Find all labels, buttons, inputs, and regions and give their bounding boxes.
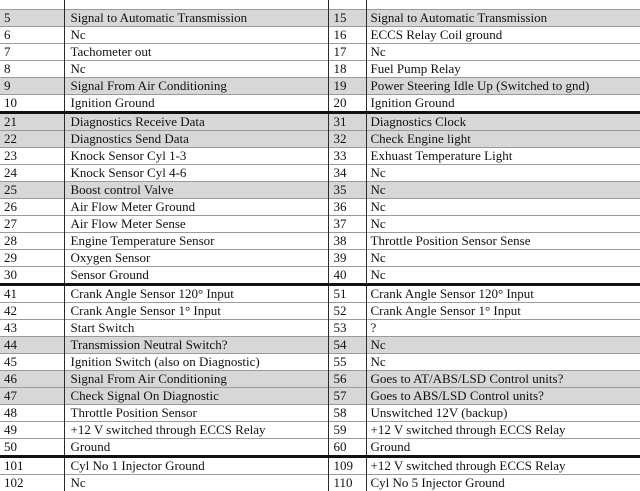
pin-number-left: 23 xyxy=(0,148,64,165)
table-row xyxy=(0,337,640,354)
pin-description-left: Air Flow Meter Sense xyxy=(64,216,328,233)
table-row xyxy=(0,27,640,44)
pin-number-right: 20 xyxy=(328,95,366,113)
table-row xyxy=(0,457,640,475)
pin-description-right: Nc xyxy=(366,199,640,216)
pin-number-right: 52 xyxy=(328,303,366,320)
pin-number-right: 110 xyxy=(328,475,366,491)
pin-description-right: Crank Angle Sensor 1° Input xyxy=(366,303,640,320)
pin-description-right: Nc xyxy=(366,354,640,371)
pin-description-left: Ground xyxy=(64,439,328,457)
pin-description-left: Ignition Ground xyxy=(64,95,328,113)
pin-description-left: Air Flow Meter Ground xyxy=(64,199,328,216)
pin-number-left: 48 xyxy=(0,405,64,422)
pin-number-right: 58 xyxy=(328,405,366,422)
pin-description-left: Tachometer out xyxy=(64,44,328,61)
pin-description-left: Signal to Automatic Transmission xyxy=(64,10,328,27)
pin-description-right: Diagnostics Clock xyxy=(366,113,640,131)
pin-description-left: Nc xyxy=(64,61,328,78)
pin-description-right: Ground xyxy=(366,439,640,457)
pin-description-right: ECCS Relay Coil ground xyxy=(366,27,640,44)
pin-description-left: Knock Sensor Cyl 1-3 xyxy=(64,148,328,165)
pin-description-right: Unswitched 12V (backup) xyxy=(366,405,640,422)
pin-description-right: Power Steering Idle Up (Switched to gnd) xyxy=(366,78,640,95)
pin-description-right: ? xyxy=(366,320,640,337)
pin-description-left: Engine Temperature Sensor xyxy=(64,233,328,250)
pin-description-right: Nc xyxy=(366,165,640,182)
pin-number-left: 28 xyxy=(0,233,64,250)
pin-number-left: 47 xyxy=(0,388,64,405)
pin-number-right: 59 xyxy=(328,422,366,439)
table-row xyxy=(0,439,640,457)
pin-description-right: Crank Angle Sensor 120° Input xyxy=(366,285,640,303)
pin-number-right: 32 xyxy=(328,131,366,148)
pin-description-right: Nc xyxy=(366,250,640,267)
pin-number-left: 41 xyxy=(0,285,64,303)
table-row xyxy=(0,320,640,337)
table-row xyxy=(0,131,640,148)
pin-number-right: 34 xyxy=(328,165,366,182)
pin-number-right: 18 xyxy=(328,61,366,78)
table-row xyxy=(0,216,640,233)
pin-description-right: Nc xyxy=(366,337,640,354)
table-row xyxy=(0,388,640,405)
table-row xyxy=(0,182,640,199)
pin-number-right: 53 xyxy=(328,320,366,337)
pin-number-left: 26 xyxy=(0,199,64,216)
pin-number-right xyxy=(328,0,366,10)
table-row xyxy=(0,95,640,113)
table-row xyxy=(0,78,640,95)
pin-description-right: +12 V switched through ECCS Relay xyxy=(366,457,640,475)
pin-description-right: Goes to AT/ABS/LSD Control units? xyxy=(366,371,640,388)
pin-number-right: 15 xyxy=(328,10,366,27)
pin-number-left: 5 xyxy=(0,10,64,27)
table-row xyxy=(0,0,640,10)
pin-number-right: 37 xyxy=(328,216,366,233)
pin-number-left: 7 xyxy=(0,44,64,61)
pin-number-left: 6 xyxy=(0,27,64,44)
table-row xyxy=(0,10,640,27)
pin-number-right: 35 xyxy=(328,182,366,199)
pin-description-left: Nc xyxy=(64,475,328,491)
table-row xyxy=(0,233,640,250)
table-row xyxy=(0,199,640,216)
pin-description-left: Oxygen Sensor xyxy=(64,250,328,267)
pin-number-right: 60 xyxy=(328,439,366,457)
table-row xyxy=(0,405,640,422)
pin-description-right: Nc xyxy=(366,267,640,285)
pin-description-left: Crank Angle Sensor 1° Input xyxy=(64,303,328,320)
table-row xyxy=(0,285,640,303)
pin-description-left: Crank Angle Sensor 120° Input xyxy=(64,285,328,303)
table-row xyxy=(0,250,640,267)
pin-number-left: 42 xyxy=(0,303,64,320)
pin-description-left: Sensor Ground xyxy=(64,267,328,285)
pin-description-right: Goes to ABS/LSD Control units? xyxy=(366,388,640,405)
pin-number-left: 30 xyxy=(0,267,64,285)
pin-number-right: 31 xyxy=(328,113,366,131)
pin-description-right: Nc xyxy=(366,182,640,199)
pin-description-left: Knock Sensor Cyl 4-6 xyxy=(64,165,328,182)
pin-description-right: Exhuast Temperature Light xyxy=(366,148,640,165)
pin-number-left: 8 xyxy=(0,61,64,78)
pin-description-left: Transmission Neutral Switch? xyxy=(64,337,328,354)
pin-number-left: 10 xyxy=(0,95,64,113)
pin-description-right: Check Engine light xyxy=(366,131,640,148)
pin-description-right: Nc xyxy=(366,216,640,233)
pin-number-right: 40 xyxy=(328,267,366,285)
pin-description-left: Nc xyxy=(64,27,328,44)
pin-description-right: Ignition Ground xyxy=(366,95,640,113)
table-row xyxy=(0,113,640,131)
pin-number-left: 24 xyxy=(0,165,64,182)
pin-number-left: 29 xyxy=(0,250,64,267)
pin-number-right: 57 xyxy=(328,388,366,405)
table-row xyxy=(0,61,640,78)
pin-description-right: Nc xyxy=(366,44,640,61)
table-row xyxy=(0,148,640,165)
table-row xyxy=(0,422,640,439)
pin-number-left: 25 xyxy=(0,182,64,199)
table-row xyxy=(0,44,640,61)
pin-number-left: 102 xyxy=(0,475,64,491)
pin-number-left: 21 xyxy=(0,113,64,131)
pin-number-right: 33 xyxy=(328,148,366,165)
pin-number-right: 39 xyxy=(328,250,366,267)
pin-description-left: Start Switch xyxy=(64,320,328,337)
table-row xyxy=(0,371,640,388)
pin-description-left: Signal From Air Conditioning xyxy=(64,78,328,95)
pin-description-left: Diagnostics Receive Data xyxy=(64,113,328,131)
pin-number-left: 27 xyxy=(0,216,64,233)
pin-description-left: Throttle Position Sensor xyxy=(64,405,328,422)
pin-description-left: Boost control Valve xyxy=(64,182,328,199)
pin-description-right: Throttle Position Sensor Sense xyxy=(366,233,640,250)
pin-description-left: Ignition Switch (also on Diagnostic) xyxy=(64,354,328,371)
pin-number-left: 43 xyxy=(0,320,64,337)
pin-description-left xyxy=(64,0,328,10)
pin-number-right: 109 xyxy=(328,457,366,475)
table-row xyxy=(0,267,640,285)
table-row xyxy=(0,303,640,320)
pin-number-left: 101 xyxy=(0,457,64,475)
pin-description-left: Signal From Air Conditioning xyxy=(64,371,328,388)
pin-number-left: 9 xyxy=(0,78,64,95)
pin-number-left: 46 xyxy=(0,371,64,388)
pin-description-right: Cyl No 5 Injector Ground xyxy=(366,475,640,491)
pin-description-left: Diagnostics Send Data xyxy=(64,131,328,148)
pin-description-left: +12 V switched through ECCS Relay xyxy=(64,422,328,439)
pin-number-left: 45 xyxy=(0,354,64,371)
pin-number-right: 56 xyxy=(328,371,366,388)
pin-number-left: 44 xyxy=(0,337,64,354)
pin-number-left: 50 xyxy=(0,439,64,457)
table-row xyxy=(0,475,640,491)
pin-number-right: 54 xyxy=(328,337,366,354)
table-row xyxy=(0,165,640,182)
pin-number-right: 36 xyxy=(328,199,366,216)
pin-number-right: 51 xyxy=(328,285,366,303)
table-row xyxy=(0,354,640,371)
pin-description-left: Cyl No 1 Injector Ground xyxy=(64,457,328,475)
pin-number-right: 55 xyxy=(328,354,366,371)
pin-number-left: 22 xyxy=(0,131,64,148)
pin-number-right: 16 xyxy=(328,27,366,44)
pin-description-right: Fuel Pump Relay xyxy=(366,61,640,78)
pin-description-left: Check Signal On Diagnostic xyxy=(64,388,328,405)
pin-description-right xyxy=(366,0,640,10)
pin-description-right: Signal to Automatic Transmission xyxy=(366,10,640,27)
pin-description-right: +12 V switched through ECCS Relay xyxy=(366,422,640,439)
pin-number-right: 17 xyxy=(328,44,366,61)
pin-number-left: 49 xyxy=(0,422,64,439)
pin-number-left xyxy=(0,0,64,10)
pin-number-right: 19 xyxy=(328,78,366,95)
pin-number-right: 38 xyxy=(328,233,366,250)
